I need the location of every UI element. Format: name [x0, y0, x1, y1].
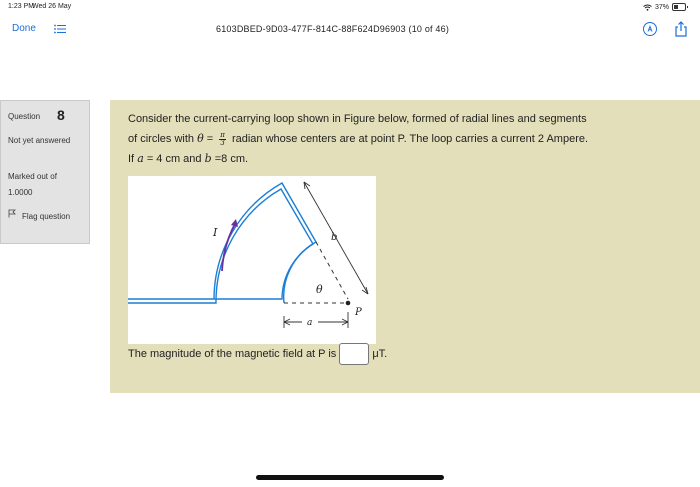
- status-date: Wed 26 May: [32, 3, 72, 10]
- fraction-denominator: 3: [220, 138, 225, 147]
- status-bar: [0, 0, 700, 14]
- equals-sign: =: [206, 133, 214, 145]
- question-info-panel: [0, 100, 90, 244]
- answer-input[interactable]: [339, 343, 369, 365]
- battery-icon: [672, 3, 686, 11]
- home-indicator[interactable]: [256, 475, 444, 480]
- document-title: 6103DBED-9D03-477F-814C-88F624D96903 (10 of 46): [216, 24, 450, 34]
- answer-prompt: The magnitude of the magnetic field at P is: [128, 348, 337, 360]
- question-line-3-c: =8 cm.: [214, 153, 249, 165]
- question-line-3-a: If: [128, 153, 135, 165]
- current-loop-wire: [128, 183, 316, 303]
- label-theta: θ: [316, 283, 323, 296]
- question-line-3: [128, 149, 694, 169]
- wifi-icon: [643, 4, 652, 11]
- point-p-marker: [346, 301, 351, 306]
- marked-info: [8, 169, 57, 201]
- share-icon[interactable]: [674, 21, 688, 37]
- question-label: Question: [8, 112, 41, 121]
- done-button[interactable]: Done: [12, 23, 36, 34]
- answer-line: [128, 343, 387, 365]
- loop-diagram: [128, 176, 376, 344]
- variable-b: b: [204, 152, 212, 165]
- marked-label: Marked out of: [8, 172, 57, 181]
- flag-question-link[interactable]: Flag question: [22, 212, 71, 221]
- marked-value: 1.0000: [8, 188, 33, 197]
- pi-over-three-fraction: [219, 132, 226, 147]
- answer-unit: μT.: [372, 348, 388, 360]
- current-arrow-head: [231, 219, 238, 227]
- question-line-2-b: radian whose centers are at point P. The loop carries a current 2 Ampere.: [231, 133, 589, 145]
- fraction-numerator: π: [220, 130, 225, 139]
- status-right: [643, 3, 686, 11]
- question-line-3-b: = 4 cm and: [146, 153, 202, 165]
- question-line-1: Consider the current-carrying loop shown in Figure below, formed of radial lines and segments: [128, 113, 587, 125]
- theta-symbol: θ: [197, 132, 204, 145]
- label-current-i: I: [213, 226, 218, 239]
- label-a: a: [307, 318, 313, 328]
- battery-percent: 37%: [654, 3, 669, 11]
- markup-icon[interactable]: [643, 22, 657, 36]
- question-content: [110, 100, 700, 393]
- dimension-a-line: [284, 312, 348, 328]
- answer-status: Not yet answered: [8, 136, 71, 145]
- label-p: P: [355, 307, 362, 318]
- variable-a: a: [137, 152, 144, 165]
- question-text: [128, 110, 694, 169]
- question-line-2: [128, 129, 694, 149]
- loop-figure: [128, 176, 376, 344]
- status-time: 1:23 PM: [8, 3, 35, 10]
- label-b: b: [331, 232, 338, 243]
- list-icon[interactable]: [54, 24, 66, 34]
- question-line-2-a: of circles with: [128, 133, 195, 145]
- question-number: 8: [57, 107, 65, 123]
- toolbar: [0, 14, 700, 48]
